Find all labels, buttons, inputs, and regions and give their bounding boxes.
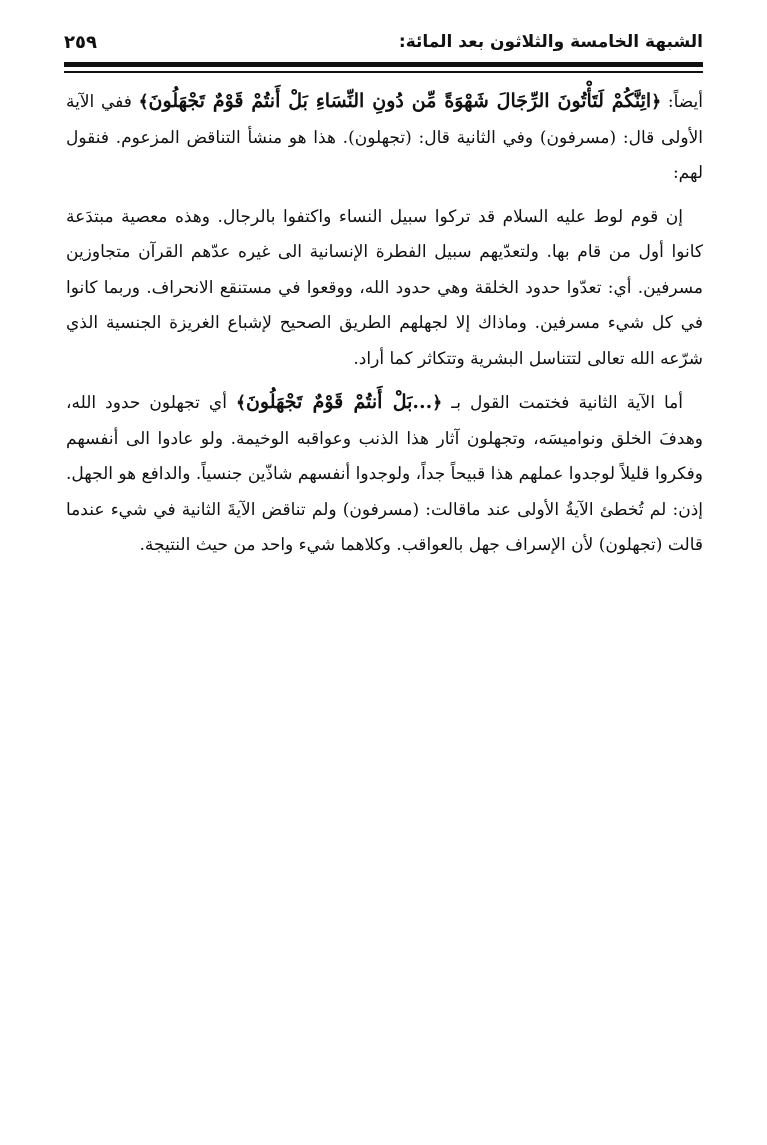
paragraph-1-text: ففي الآية الأولى قال: (مسرفون) وفي الثانية قال: (تجهلون). هذا هو منشأ التناقض المزعوم. فنقول لهم:: [66, 92, 703, 183]
quran-bracket-open: ﴿: [432, 393, 443, 413]
paragraph-1-intro: أيضاً:: [661, 92, 703, 112]
quran-verse: ...بَلْ أَنتُمْ قَوْمٌ تَجْهَلُونَ: [245, 391, 433, 413]
running-title: الشبهة الخامسة والثلاثون بعد المائة:: [398, 32, 703, 52]
paragraph-3: [66, 385, 703, 564]
quran-bracket-open: ﴿: [651, 92, 662, 112]
paragraph-1: [66, 84, 703, 192]
page-header: [64, 30, 703, 60]
paragraph-3-intro: أما الآية الثانية فختمت القول بـ: [442, 393, 683, 413]
quran-bracket-close: ﴾: [235, 393, 246, 413]
quran-verse: ائِنَّكُمْ لَتَأْتُونَ الرِّجَالَ شَهْوَةً مِّن دُونِ النِّسَاءِ بَلْ أَنتُمْ قَوْمٌ تَجْهَلُونَ: [148, 90, 652, 112]
quran-bracket-close: ﴾: [138, 92, 149, 112]
paragraph-3-text: أي تجهلون حدود الله، وهدفَ الخلق ونواميسَه، وتجهلون آثار هذا الذنب وعواقبه الوخيمة. ولو عادوا الى أنفسهم وفكروا قليلاً لوجدوا عملهم هذا قبيحاً جداً، ولوجدوا أنفسهم شاذّين جنسياً. والدافع هو الجهل. إذن: لم تُخطئ الآيةُ الأولى عند ماقالت: (مسرفون) ولم تناقض الآيةَ الثانية في شيء عندما قالت (تجهلون) لأن الإسراف جهل بالعواقب. وكلاهما شيء واحد من حيث النتيجة.: [66, 393, 703, 555]
paragraph-2: إن قوم لوط عليه السلام قد تركوا سبيل النساء واكتفوا بالرجال. وهذه معصية مبتدَعة كانوا أول من قام بها. ولتعدّيهم سبيل الفطرة الإنسانية الى غيره عدّهم القرآن متجاوزين مسرفين. أي: تعدّوا حدود الخلقة وهي حدود الله، ووقعوا في مستنقع الانحراف. وربما كانوا في كل شيء مسرفين. وماذاك إلا لجهلهم الطريق الصحيح لإشباع الغريزة الجنسية الذي شرّعه الله تعالى لتتناسل البشرية وتتكاثر كما أراد.: [66, 206, 703, 369]
header-rule-thin: [64, 71, 703, 73]
header-rule-thick: [64, 62, 703, 67]
page-number: ٢٥٩: [64, 32, 97, 53]
body-text: [66, 84, 703, 564]
